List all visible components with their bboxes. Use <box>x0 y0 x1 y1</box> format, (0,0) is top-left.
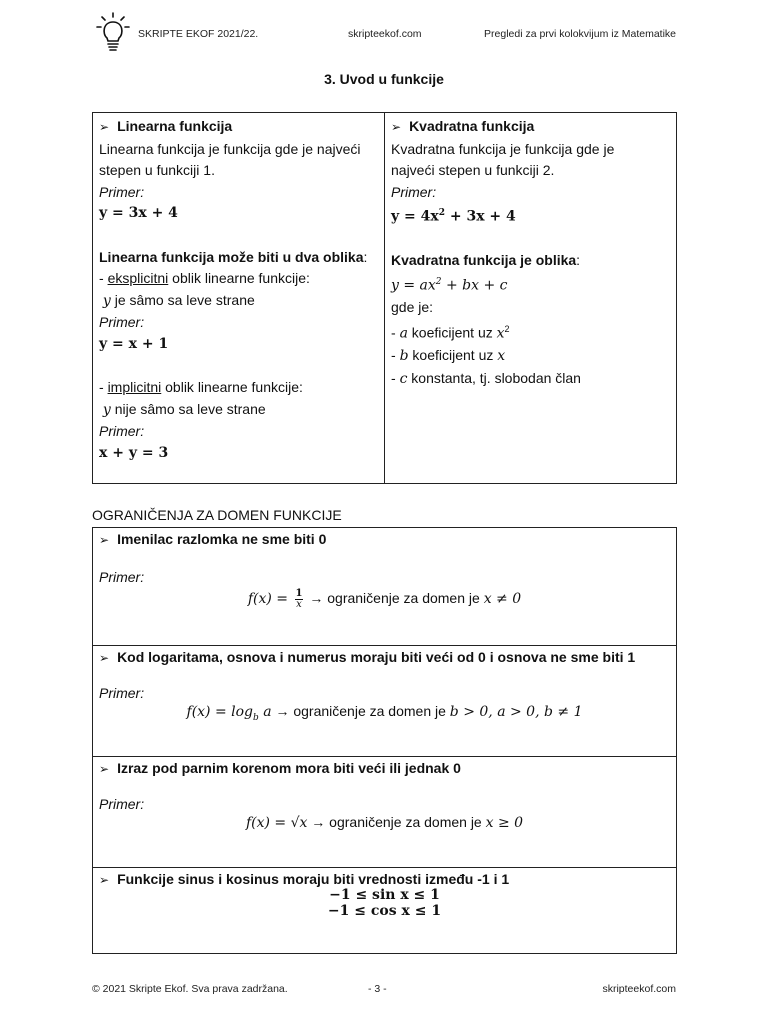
linear-desc-2: stepen u funkciji 1. <box>99 162 215 179</box>
fraction-numerator: 1 <box>295 588 303 599</box>
b-symbol: b <box>399 347 409 364</box>
quadratic-general-eq <box>391 272 670 297</box>
where-label: gde je: <box>391 299 434 316</box>
restriction-logarithm <box>93 646 677 757</box>
arrowhead-bullet-icon: ➢ <box>99 873 110 887</box>
header-right: Pregledi za prvi kolokvijum iz Matematike <box>484 28 676 40</box>
eq-tail: + bx + c <box>441 277 508 294</box>
restriction-condition: x ≠ 0 <box>483 591 522 608</box>
linear-heading: Linearna funkcija <box>117 118 233 134</box>
function-expr: f(x) = √x <box>245 815 308 831</box>
restriction-text: → ograničenje za domen je <box>307 814 486 830</box>
explicit-word: eksplicitni <box>107 270 169 287</box>
linear-primer-3: Primer: <box>99 423 145 440</box>
fraction-denominator: x <box>296 599 302 610</box>
b-text: koeficijent uz <box>408 346 498 363</box>
dash: - <box>391 369 400 386</box>
restriction-text: → ograničenje za domen je <box>305 590 484 607</box>
quadratic-function-cell <box>385 113 677 484</box>
log-base: b <box>253 712 259 723</box>
footer-copyright: © 2021 Skripte Ekof. Sva prava zadržana. <box>92 983 288 995</box>
restriction-text: → ograničenje za domen je <box>271 703 450 719</box>
primer-label: Primer: <box>99 569 145 585</box>
restriction-title: Kod logaritama, osnova i numerus moraju biti veći od 0 i osnova ne sme biti 1 <box>117 649 636 665</box>
linear-eq-1: y = 3x + 4 <box>99 205 178 222</box>
dash: - <box>99 379 108 396</box>
arrowhead-bullet-icon: ➢ <box>99 533 110 547</box>
primer-label: Primer: <box>99 685 145 701</box>
restriction-condition: b > 0, a > 0, b ≠ 1 <box>449 704 583 720</box>
implicit-note: nije sâmo sa leve strane <box>110 400 266 417</box>
linear-function-cell <box>93 113 385 484</box>
a-symbol: a <box>399 325 408 342</box>
arrowhead-bullet-icon: ➢ <box>391 120 402 134</box>
restriction-root <box>93 757 677 868</box>
function-expr: f(x) = log <box>186 704 254 720</box>
page-title: 3. Uvod u funkcije <box>324 71 444 87</box>
dash: - <box>391 346 400 363</box>
linear-desc-1: Linearna funkcija je funkcija gde je najveći <box>99 140 361 157</box>
quadratic-primer: Primer: <box>391 183 437 200</box>
explicit-text: oblik linearne funkcije: <box>168 270 310 287</box>
eq-base: y = ax <box>391 277 436 294</box>
quadratic-desc-1: Kvadratna funkcija je funkcija gde je <box>391 140 615 157</box>
y-symbol: y <box>102 401 111 418</box>
eq-base: y = 4x <box>391 209 439 226</box>
header-left: SKRIPTE EKOF 2021/22. <box>138 28 259 40</box>
fraction <box>295 589 304 610</box>
arrowhead-bullet-icon: ➢ <box>99 120 110 134</box>
x-symbol: x <box>497 347 506 364</box>
linear-eq-2: y = x + 1 <box>99 335 169 352</box>
domain-restrictions-table <box>92 527 677 954</box>
exp: 2 <box>504 323 510 334</box>
cos-range-eq: −1 ≤ cos x ≤ 1 <box>327 903 442 919</box>
quadratic-eq-1 <box>391 203 670 228</box>
primer-label: Primer: <box>99 796 145 812</box>
function-expr: f(x) = <box>247 591 293 608</box>
restriction-condition: x ≥ 0 <box>485 815 524 831</box>
footer-page-number: - 3 - <box>368 983 387 995</box>
colon: : <box>363 248 368 265</box>
linear-primer-1: Primer: <box>99 183 145 200</box>
linear-eq-3: x + y = 3 <box>99 444 169 461</box>
log-argument: a <box>258 704 272 720</box>
eq-tail: + 3x + 4 <box>444 209 516 226</box>
implicit-word: implicitni <box>107 379 162 396</box>
lightbulb-logo-icon <box>96 12 130 52</box>
domain-section-heading: OGRANIČENJA ZA DOMEN FUNKCIJE <box>92 507 342 523</box>
colon: : <box>576 252 581 269</box>
eq-exp: 2 <box>435 276 442 287</box>
restriction-title: Funkcije sinus i kosinus moraju biti vrednosti između -1 i 1 <box>117 871 510 887</box>
eq-exp: 2 <box>438 208 445 219</box>
quadratic-heading: Kvadratna funkcija <box>409 118 535 134</box>
footer-website: skripteekof.com <box>602 983 676 995</box>
linear-primer-2: Primer: <box>99 314 145 331</box>
c-text: konstanta, tj. slobodan član <box>407 369 581 386</box>
linear-forms-heading: Linearna funkcija može biti u dva oblika <box>99 248 364 265</box>
restriction-title: Izraz pod parnim korenom mora biti veći ili jednak 0 <box>117 760 461 776</box>
c-symbol: c <box>399 370 408 387</box>
quadratic-desc-2: najveći stepen u funkciji 2. <box>391 162 555 179</box>
dash: - <box>391 324 400 341</box>
header-center: skripteekof.com <box>348 28 422 40</box>
arrowhead-bullet-icon: ➢ <box>99 762 110 776</box>
explicit-note: je sâmo sa leve strane <box>110 291 255 308</box>
y-symbol: y <box>102 292 111 309</box>
implicit-text: oblik linearne funkcije: <box>161 379 303 396</box>
dash: - <box>99 270 108 287</box>
restriction-title: Imenilac razlomka ne sme biti 0 <box>117 531 327 547</box>
sin-range-eq: −1 ≤ sin x ≤ 1 <box>329 887 440 903</box>
restriction-fraction <box>93 528 677 646</box>
restriction-sin-cos <box>93 868 677 954</box>
a-text: koeficijent uz <box>407 324 497 341</box>
arrowhead-bullet-icon: ➢ <box>99 651 110 665</box>
quadratic-form-heading: Kvadratna funkcija je oblika <box>391 252 577 269</box>
function-comparison-table <box>92 112 677 484</box>
x-symbol: x <box>496 325 505 342</box>
